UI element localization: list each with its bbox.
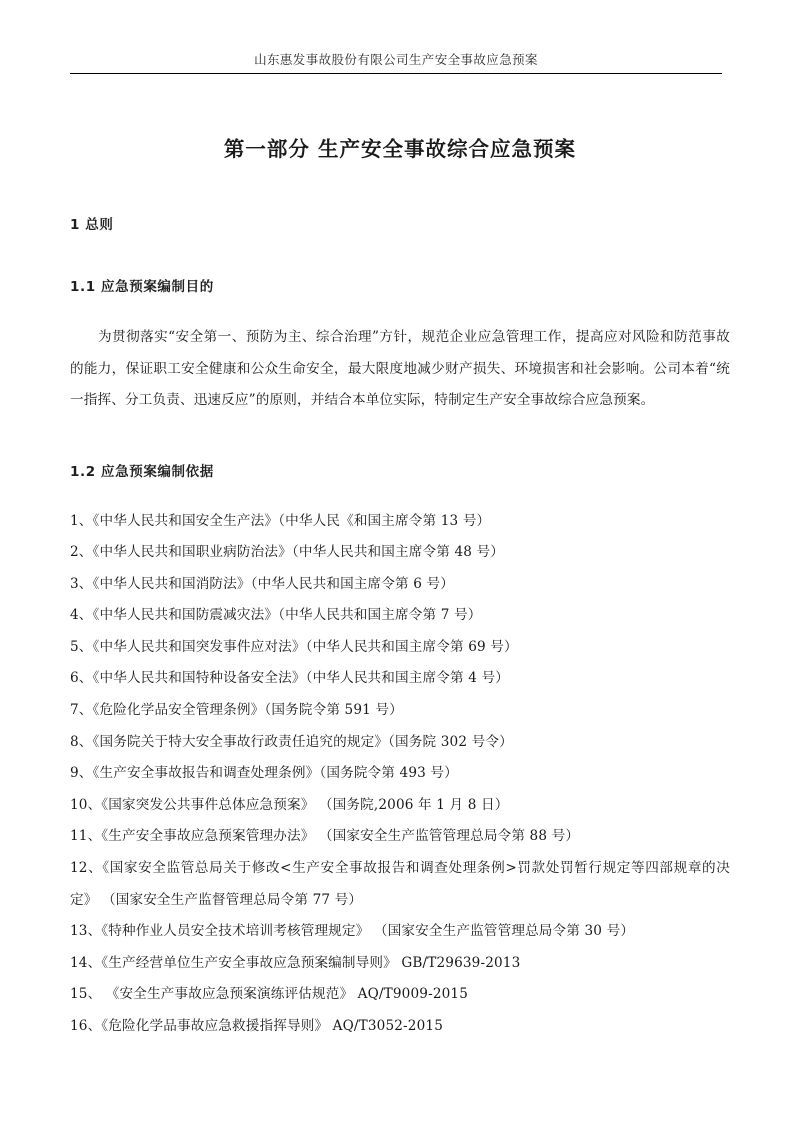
heading-section-1-1: 1.1 应急预案编制目的 (70, 279, 214, 295)
reference-list-item: 16、《危险化学品事故应急救援指挥导则》 AQ/T3052-2015 (70, 1018, 443, 1034)
reference-list-item: 15、 《安全生产事故应急预案演练评估规范》 AQ/T9009-2015 (70, 986, 469, 1003)
reference-list-item: 2、《中华人民共和国职业病防治法》（中华人民共和国主席令第 48 号） (70, 544, 505, 561)
reference-list-item: 8、《国务院关于特大安全事故行政责任追究的规定》（国务院 302 号令） (70, 733, 513, 750)
reference-list-item: 11、《生产安全事故应急预案管理办法》 （国家安全生产监管管理总局令第 88 号） (70, 828, 580, 845)
reference-list-item: 3、《中华人民共和国消防法》（中华人民共和国主席令第 6 号） (70, 575, 455, 592)
reference-list-item: 4、《中华人民共和国防震减灾法》（中华人民共和国主席令第 7 号） (70, 607, 482, 624)
reference-list-item: 10、《国家突发公共事件总体应急预案》 （国务院,2006 年 1 月 8 日） (70, 796, 509, 813)
page-running-header (70, 50, 722, 74)
heading-section-1: 1 总则 (70, 217, 114, 233)
reference-list-item: 9、《生产安全事故报告和调查处理条例》（国务院令第 493 号） (70, 765, 458, 782)
document-body (70, 110, 730, 1043)
header-divider-rule (70, 73, 722, 74)
document-title: 第一部分 生产安全事故综合应急预案 (223, 137, 577, 161)
reference-list-item: 6、《中华人民共和国特种设备安全法》（中华人民共和国主席令第 4 号） (70, 670, 509, 687)
reference-list-item: 5、《中华人民共和国突发事件应对法》（中华人民共和国主席令第 69 号） (70, 638, 518, 655)
reference-list-item: 13、《特种作业人员安全技术培训考核管理规定》 （国家安全生产监管管理总局令第 30 号） (70, 923, 635, 940)
reference-list-item: 1、《中华人民共和国安全生产法》（中华人民《和国主席令第 13 号） (70, 512, 491, 529)
reference-list-item: 14、《生产经营单位生产安全事故应急预案编制导则》 GB/T29639-2013 (70, 954, 521, 971)
reference-list (70, 482, 730, 1043)
running-header-title: 山东惠发事故股份有限公司生产安全事故应急预案 (254, 52, 538, 67)
heading-section-1-2: 1.2 应急预案编制依据 (70, 463, 214, 480)
paragraph-purpose: 为贯彻落实“安全第一、预防为主、综合治理”方针，规范企业应急管理工作，提高应对风险和防范事故的能力，保证职工安全健康和公众生命安全，最大限度地减少财产损失、环境损害和社会影响。公司本着“统一指挥、分工负责、迅速反应”的原则，并结合本单位实际，特制定生产安全事故综合应急预案。 (70, 329, 730, 408)
reference-list-item: 12、《国家安全监管总局关于修改<生产安全事故报告和调查处理条例>罚款处罚暂行规定等四部规章的决定》 （国家安全生产监督管理总局令第 77 号） (70, 860, 730, 908)
reference-list-item: 7、《危险化学品安全管理条例》（国务院令第 591 号） (70, 702, 403, 719)
